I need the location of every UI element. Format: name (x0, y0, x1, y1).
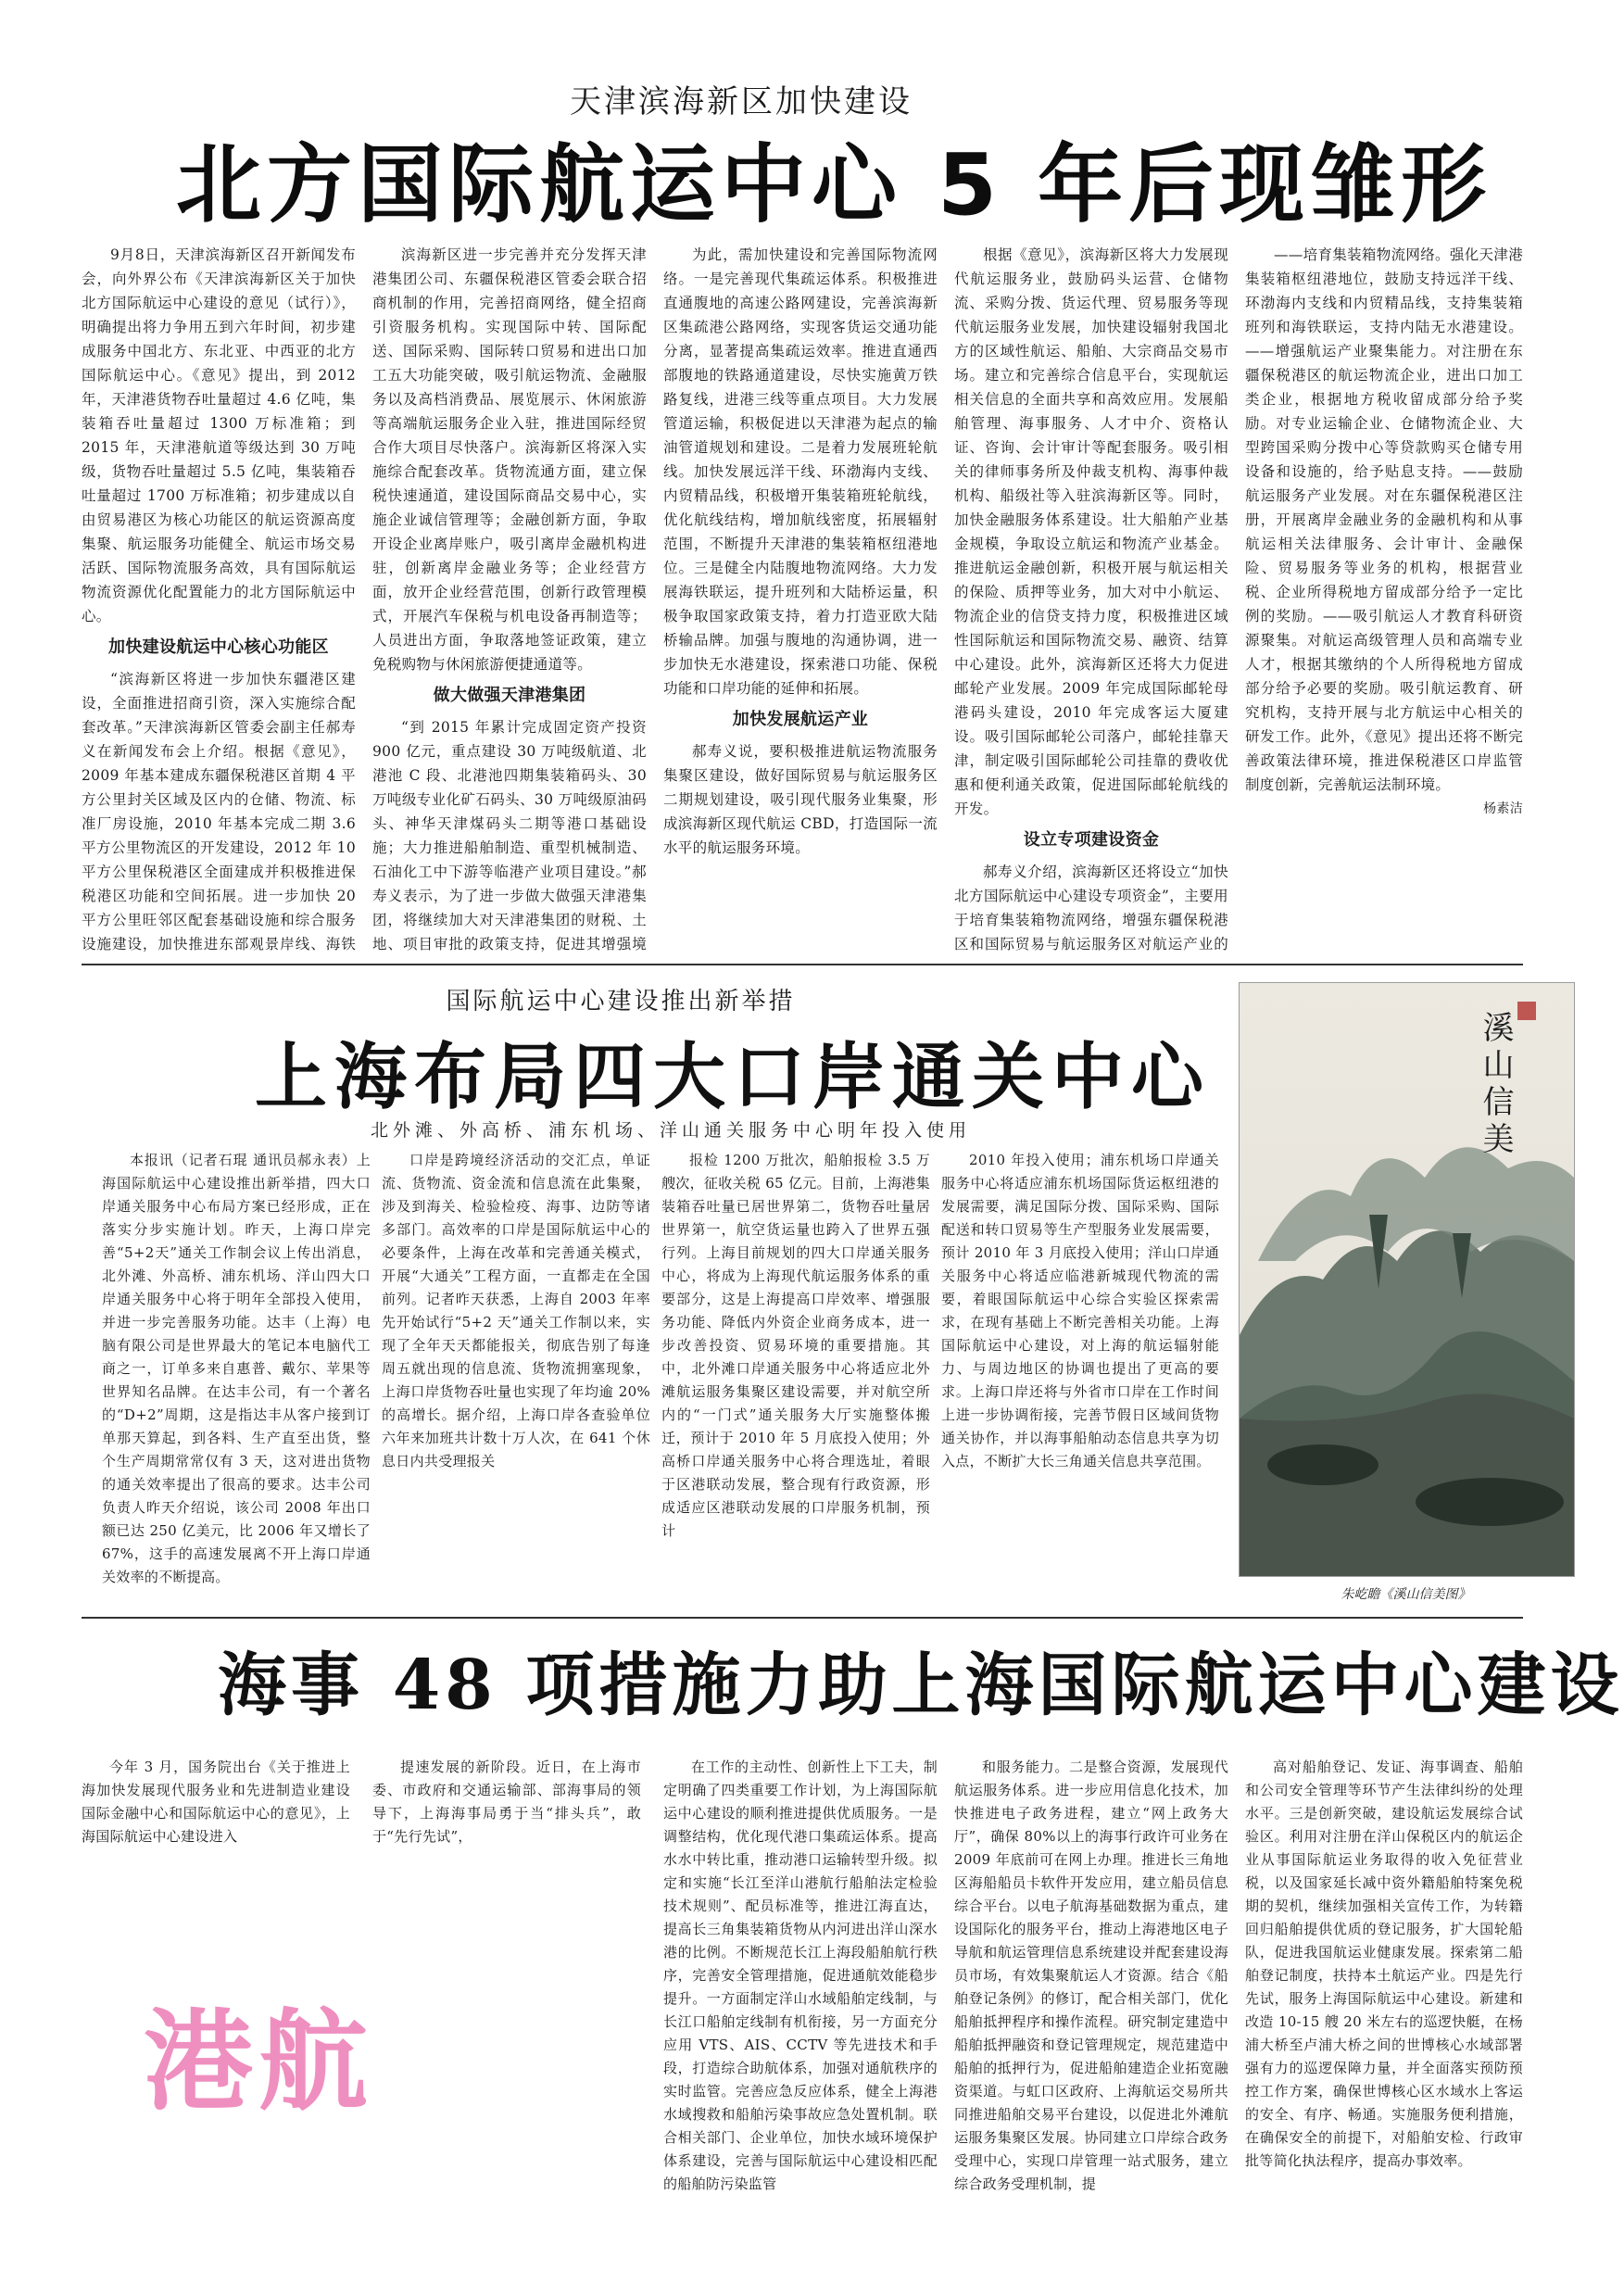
article3-column-1 (82, 1756, 350, 1867)
article1-col4-text: 根据《意见》，滨海新区将大力发展现代航运服务业，鼓励码头运营、仓储物流、采购分拨、货运代理、贸易服务等现代航运服务业发展，加快建设辐射我国北方的区域性航运、船舶、大宗商品交易市场。建立和完善综合信息平台，实现航运相关信息的全面共享和高效应用。发展船舶管理、海事服务、人才中介、资格认证、咨询、会计审计等配套服务。吸引相关的律师事务所及仲裁支机构、海事仲裁机构、船级社等入驻滨海新区等。同时，加快金融服务体系建设。壮大船舶产业基金规模，争取设立航运和物流产业基金。推进航运金融创新，积极开展与航运相关的保险、质押等业务，加大对中小航运、物流企业的信贷支持力度，积极推进区域性国际航运和国际物流交易、融资、结算中心建设。此外，滨海新区还将大力促进邮轮产业发展。2009 年完成国际邮轮母港码头建设，2010 年完成客运大厦建设。吸引国际邮轮公司落户，邮轮挂靠天津，制定吸引国际邮轮公司挂靠的费收优惠和便利通关政策，促进国际邮轮航线的开发。 (954, 246, 1228, 817)
article2-col3-text: 报检 1200 万批次，船舶报检 3.5 万艘次，征收关税 65 亿元。目前，上海港集装箱吞吐量已居世界第二，货物吞吐量居世界第一，航空货运量也跨入了世界五强行列。上海目前规划的四大口岸通关服务中心，将成为上海现代航运服务体系的重要部分，这是上海提高口岸效率、增强服务功能、降低内外资企业商务成本，进一步改善投资、贸易环境的重要措施。其中，北外滩口岸通关服务中心将适应北外滩航运服务集聚区建设需要，并对航空所内的“一门式”通关服务大厅实施整体搬迁，预计于 2010 年 5 月底投入使用；外高桥口岸通关服务中心将合理选址，着眼于区港联动发展，整合现有行政资源，形成适应区港联动发展的口岸服务机制，预计 (661, 1152, 930, 1539)
article1-col3b-text: 郝寿义说，要积极推进航运物流服务集聚区建设，做好国际贸易与航运服务区二期规划建设，吸引现代服务业集聚，形成滨海新区现代航运 CBD，打造国际一流水平的航运服务环境。 (663, 743, 938, 856)
article1-col2b-text: “到 2015 年累计完成固定资产投资 900 亿元，重点建设 30 万吨级航道、北港池 C 段、北港池四期集装箱码头、30 万吨级专业化矿石码头、30 万吨级原油码头、神华天津煤码头二期等港口基础设施；大力推进船舶制造、重型机械制造、石油化工中下游等临港产业项目建设。”郝寿义表示，为了进一步做大做强天津港集团，将继续加大对天津港集团的财税、土地、项目审批的政策支持，促进其增强境 (372, 719, 647, 952)
article1-column-1 (82, 243, 356, 956)
section-stamp-logo: 港航 (144, 1998, 374, 2125)
article1-subhead-2: 做大做强天津港集团 (433, 686, 586, 705)
article1-byline: 杨素洁 (1483, 801, 1523, 816)
article2-col2-text: 口岸是跨境经济活动的交汇点，单证流、货物流、资金流和信息流在此集聚，涉及到海关、检验检疫、海事、边防等诸多部门。高效率的口岸是国际航运中心的必要条件，上海在改革和完善通关模式，开展“大通关”工程方面，一直都走在全国前列。记者昨天获悉，上海自 2003 年率先开始试行“5+2 天”通关工作制以来，实现了全年天天都能报关，彻底告别了每逢周五就出现的信息流、货物流拥塞现象，上海口岸货物吞吐量也实现了年均逾 20%的高增长。据介绍，上海口岸各查验单位六年来加班共计数十万人次，在 641 个休息日内共受理报关 (382, 1152, 650, 1469)
article1-col1b-text: “滨海新区将进一步加快东疆港区建设，全面推进招商引资，深入实施综合配套改革。”天津滨海新区管委会副主任郝寿义在新闻发布会上介绍。根据《意见》，2009 年基本建成东疆保税港区首期 4 平方公里封关区域及区内的仓储、物流、标准厂房设施，2010 年基本完成二期 3.6 平方公里物流区的开发建设，2012 年 10 平方公里保税港区全面建成并积极推进保税港区功能和空间拓展。进一步加快 20 平方公里旺邻区配套基础设施和综合服务设施建设，加快推进东部观景岸线、海铁 (82, 671, 356, 952)
article3-col3-text: 在工作的主动性、创新性上下工夫，制定明确了四类重要工作计划，为上海国际航运中心建设的顺利推进提供优质服务。一是调整结构，优化现代港口集疏运体系。提高水水中转比重，推动港口运输转型升级。拟定和实施“长江至洋山港航行船舶法定检验技术规则”、配员标准等，推进江海直达，提高长三角集装箱货物从内河进出洋山深水港的比例。不断规范长江上海段船舶航行秩序，完善安全管理措施，促进通航效能稳步提升。一方面制定洋山水域船舶定线制，与长江口船舶定线制有机衔接，另一方面充分应用 VTS、AIS、CCTV 等先进技术和手段，打造综合助航体系，加强对通航秩序的实时监管。完善应急反应体系，健全上海港水域搜救和船舶污染事故应急处置机制。联合相关部门、企业单位，加快水域环境保护体系建设，完善与国际航运中心建设相匹配的船舶防污染监管 (663, 1759, 938, 2192)
painting-caption: 朱屹瞻《溪山信美图》 (1341, 1587, 1471, 1602)
landscape-painting-art (1240, 983, 1574, 1576)
article1-col5-text: ——培育集装箱物流网络。强化天津港集装箱枢纽港地位，鼓励支持远洋干线、环渤海内支线和内贸精品线，支持集装箱班列和海铁联运，支持内陆无水港建设。——增强航运产业聚集能力。对注册在东疆保税港区的航运物流企业，进出口加工类企业，根据地方税收留成部分给予奖励。对专业运输企业、仓储物流企业、大型跨国采购分拨中心等贷款购买仓储专用设备和设施的，给予贴息支持。——鼓励航运服务产业发展。对在东疆保税港区注册，开展离岸金融业务的金融机构和从事航运相关法律服务、会计审计、金融保险、贸易服务等业务的机构，根据营业税、企业所得税地方留成部分给予一定比例的奖励。——吸引航运人才教育科研资源聚集。对航运高级管理人员和高端专业人才，根据其缴纳的个人所得税地方留成部分给予必要的奖励。吸引航运教育、研究机构，支持开展与北方航运中心相关的研发工作。此外，《意见》提出还将不断完善政策法律环境，推进保税港区口岸监管制度创新，完善航运法制环境。 (1245, 246, 1523, 793)
article1-column-5 (1245, 243, 1523, 956)
article2-column-2 (382, 1149, 650, 1584)
article1-column-3 (663, 243, 938, 956)
article1-col3-text: 为此，需加快建设和完善国际物流网络。一是完善现代集疏运体系。积极推进直通腹地的高速公路网建设，完善滨海新区集疏港公路网络，实现客货运交通功能分离，显著提高集疏运效率。推进直通西部腹地的铁路通道建设，尽快实施黄万铁路复线，进港三线等重点项目。大力发展管道运输，积极促进以天津港为起点的输油管道规划和建设。二是着力发展班轮航线。加快发展远洋干线、环渤海内支线、内贸精品线，积极增开集装箱班轮航线，优化航线结构，增加航线密度，拓展辐射范围，不断提升天津港的集装箱枢纽港地位。三是健全内陆腹地物流网络。大力发展海铁联运，提升班列和大陆桥运量，积极争取国家政策支持，着力打造亚欧大陆桥输品牌。加强与腹地的沟通协调，进一步加快无水港建设，探索港口功能、保税功能和口岸功能的延伸和拓展。 (663, 246, 938, 697)
article2-column-1 (102, 1149, 371, 1584)
article3-col1-text: 今年 3 月，国务院出台《关于推进上海加快发展现代服务业和先进制造业建设国际金融中心和国际航运中心的意见》，上海国际航运中心建设进入 (82, 1759, 350, 1845)
article2-kicker: 国际航运中心建设推出新举措 (446, 988, 796, 1015)
article3-column-2 (372, 1756, 641, 1867)
article1-col4b-text: 郝寿义介绍，滨海新区还将设立“加快北方国际航运中心建设专项资金”，主要用于培育集装箱物流网络，增强东疆保税港区和国际贸易与航运服务区对航运产业的 (954, 864, 1228, 952)
article3-col5-text: 高对船舶登记、发证、海事调查、船舶和公司安全管理等环节产生法律纠纷的处理水平。三是创新突破，建设航运发展综合试验区。利用对注册在洋山保税区内的航运企业从事国际航运业务取得的收入免征营业税，以及国家延长减中资外籍船舶特案免税期的契机，继续加强相关宣传工作，为转籍回归船舶提供优质的登记服务，扩大国轮船队，促进我国航运业健康发展。探索第二船舶登记制度，扶持本土航运产业。四是先行先试，服务上海国际航运中心建设。新建和改造 10-15 艘 20 米左右的巡逻快艇，在杨浦大桥至卢浦大桥之间的世博核心水域部署强有力的巡逻保障力量，并全面落实预防预控工作方案，确保世博核心区水域水上客运的安全、有序、畅通。实施服务便利措施，在确保安全的前提下，对船舶安检、行政审批等简化执法程序，提高办事效率。 (1245, 1759, 1523, 2169)
article3-column-3 (663, 1756, 938, 2256)
landscape-painting (1239, 982, 1575, 1577)
article3-headline: 海事 48 项措施力助上海国际航运中心建设 (218, 1646, 1624, 1725)
article1-kicker: 天津滨海新区加快建设 (570, 83, 913, 120)
article1-subhead-4: 设立专项建设资金 (1023, 830, 1160, 850)
article2-headline: 上海布局四大口岸通关中心 (255, 1036, 1212, 1119)
article1-headline: 北方国际航运中心 5 年后现雏形 (176, 135, 1492, 234)
section-divider-1 (82, 964, 1523, 965)
article3-col2-text: 提速发展的新阶段。近日，在上海市委、市政府和交通运输部、部海事局的领导下，上海海事局勇于当“排头兵”，敢于“先行先试”， (372, 1759, 641, 1845)
article1-col1-text: 9月8日，天津滨海新区召开新闻发布会，向外界公布《天津滨海新区关于加快北方国际航运中心建设的意见（试行）》，明确提出将力争用五到六年时间，初步建成服务中国北方、东北亚、中西亚的北方国际航运中心。《意见》提出，到 2012 年，天津港货物吞吐量超过 4.6 亿吨，集装箱吞吐量超过 1300 万标准箱；到 2015 年，天津港航道等级达到 30 万吨级，货物吞吐量超过 5.5 亿吨，集装箱吞吐量超过 1700 万标准箱；初步建成以自由贸易港区为核心功能区的航运资源高度集聚、航运服务功能健全、航运市场交易活跃、国际物流服务高效，具有国际航运物流资源优化配置能力的北方国际航运中心。 (82, 246, 356, 624)
section-divider-2 (82, 1617, 1523, 1619)
article1-subhead-1: 加快建设航运中心核心功能区 (108, 637, 329, 657)
article2-column-4 (941, 1149, 1219, 1584)
painting-inscription: 溪山信美 (1477, 1011, 1514, 1159)
article1-subhead-3: 加快发展航运产业 (732, 710, 869, 729)
article3-column-4 (954, 1756, 1228, 2256)
article3-col4-text: 和服务能力。二是整合资源，发展现代航运服务体系。进一步应用信息化技术，加快推进电子政务进程，建立“网上政务大厅”，确保 80%以上的海事行政许可业务在 2009 年底前可在网上办理。推进长三角地区海船船员卡软件开发应用，建立船员信息综合平台。以电子航海基础数据为重点，建设国际化的服务平台，推动上海港地区电子导航和航运管理信息系统建设并配套建设海员市场，有效集聚航运人才资源。结合《船舶登记条例》的修订，配合相关部门，优化船舶抵押程序和操作流程。研究制定建造中船舶抵押融资和登记管理规定，规范建造中船舶的抵押行为，促进船舶建造企业拓宽融资渠道。与虹口区政府、上海航运交易所共同推进船舶交易平台建设，以促进北外滩航运服务集聚区发展。协同建立口岸综合政务受理中心，实现口岸管理一站式服务，建立综合政务受理机制，提 (954, 1759, 1228, 2192)
article2-column-3 (661, 1149, 930, 1584)
article1-column-2 (372, 243, 647, 956)
article2-subline: 北外滩、外高桥、浦东机场、洋山通关服务中心明年投入使用 (371, 1120, 972, 1141)
article3-column-5 (1245, 1756, 1523, 2256)
article2-col4-text: 2010 年投入使用；浦东机场口岸通关服务中心将适应浦东机场国际货运枢纽港的发展需要，满足国际分拨、国际采购、国际配送和转口贸易等生产型服务业发展需要，预计 2010 年 3 月底投入使用；洋山口岸通关服务中心将适应临港新城现代物流的需要，着眼国际航运中心综合实验区探索需求，在现有基础上不断完善相关功能。上海国际航运中心建设，对上海的航运辐射能力、与周边地区的协调也提出了更高的要求。上海口岸还将与外省市口岸在工作时间上进一步协调衔接，完善节假日区域间货物通关协作，并以海事船舶动态信息共享为切入点，不断扩大长三角通关信息共享范围。 (941, 1152, 1219, 1469)
article2-col1-text: 本报讯（记者石琨 通讯员郝永表）上海国际航运中心建设推出新举措，四大口岸通关服务中心布局方案已经形成，正在落实分步实施计划。昨天，上海口岸完善“5+2天”通关工作制会议上传出消息，北外滩、外高桥、浦东机场、洋山四大口岸通关服务中心将于明年全部投入使用，并进一步完善服务功能。达丰（上海）电脑有限公司是世界最大的笔记本电脑代工商之一，订单多来自惠普、戴尔、苹果等世界知名品牌。在达丰公司，有一个著名的“D+2”周期，这是指达丰从客户接到订单那天算起，到各料、生产直至出货，整个生产周期常常仅有 3 天，这对进出货物的通关效率提出了很高的要求。达丰公司负责人昨天介绍说，该公司 2008 年出口额已达 250 亿美元，比 2006 年又增长了 67%，这手的高速发展离不开上海口岸通关效率的不断提高。 (102, 1152, 371, 1584)
article1-column-4 (954, 243, 1228, 956)
article1-col2-text: 滨海新区进一步完善并充分发挥天津港集团公司、东疆保税港区管委会联合招商机制的作用，完善招商网络，健全招商引资服务机构。实现国际中转、国际配送、国际采购、国际转口贸易和进出口加工五大功能突破，吸引航运物流、金融服务以及高档消费品、展览展示、休闲旅游等高端航运服务企业入驻，推进国际经贸合作大项目尽快落户。滨海新区将深入实施综合配套改革。货物流通方面，建立保税快速通道，建设国际商品交易中心，实施企业诚信管理等；金融创新方面，争取开设企业离岸账户，吸引离岸金融机构进驻，创新离岸金融业务等；企业经营方面，放开企业经营范围，创新行政管理模式，开展汽车保税与机电设备再制造等；人员进出方面，争取落地签证政策，建立免税购物与休闲旅游便捷通道等。 (372, 246, 647, 673)
